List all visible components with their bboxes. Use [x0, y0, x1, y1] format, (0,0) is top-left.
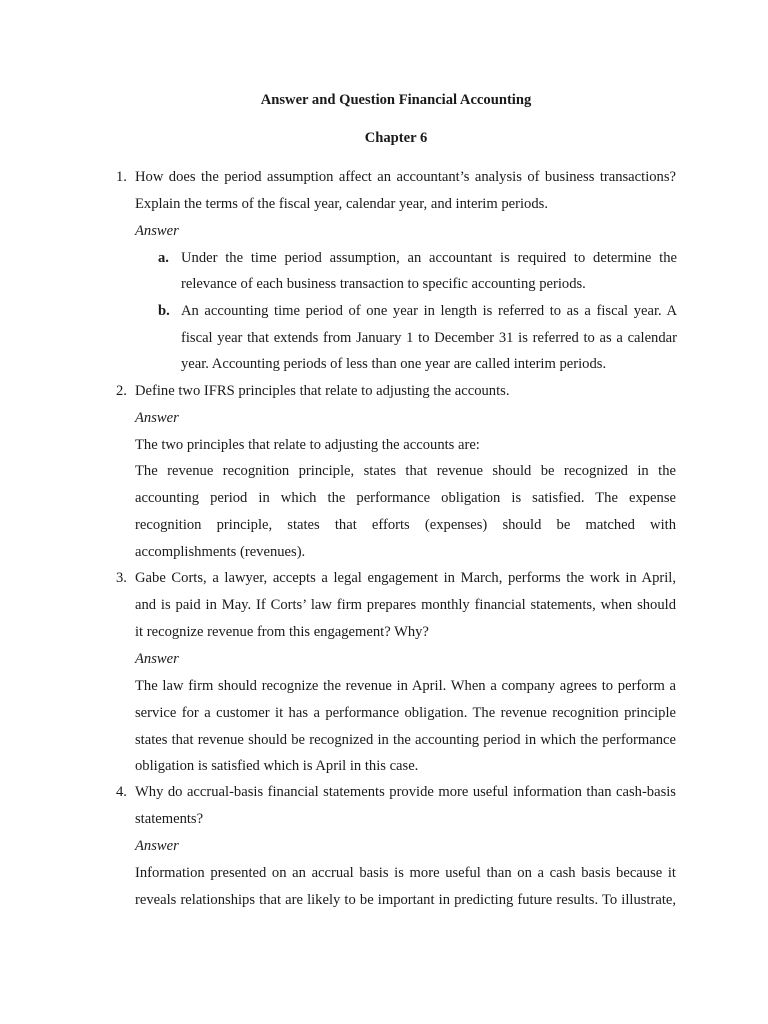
- answer-2-line-1: The two principles that relate to adjusting the accounts are:: [135, 437, 480, 453]
- answer-3-line-2: service for a customer it has a performance obligation. The revenue recognition principle: [135, 705, 676, 721]
- question-2-answer-label: Answer: [135, 410, 179, 426]
- chapter-heading: Chapter 6: [364, 130, 428, 146]
- answer-4-line-2: reveals relationships that are likely to be important in predicting future results. To illustrate,: [135, 892, 676, 908]
- answer-2-line-3: accounting period in which the performance obligation is satisfied. The expense: [135, 490, 676, 506]
- answer-1b-line-2: fiscal year that extends from January 1 to December 31 is referred to as a calendar: [181, 330, 677, 346]
- answer-1a-line-2: relevance of each business transaction to specific accounting periods.: [181, 276, 586, 292]
- answer-3-line-4: obligation is satisfied which is April in this case.: [135, 758, 419, 774]
- question-4-number: 4.: [116, 784, 127, 800]
- question-3-number: 3.: [116, 570, 127, 586]
- answer-1a-marker: a.: [158, 250, 169, 266]
- answer-1b-marker: b.: [158, 303, 170, 319]
- answer-3-line-3: states that revenue should be recognized in the accounting period in which the performance: [135, 732, 676, 748]
- answer-4-line-1: Information presented on an accrual basis is more useful than on a cash basis because it: [135, 865, 676, 881]
- question-4-line-1: Why do accrual-basis financial statements provide more useful information than cash-basis: [135, 784, 676, 800]
- question-1-line-1: How does the period assumption affect an accountant’s analysis of business transactions?: [135, 169, 676, 185]
- answer-2-line-2: The revenue recognition principle, states that revenue should be recognized in the: [135, 463, 676, 479]
- answer-3-line-1: The law firm should recognize the revenue in April. When a company agrees to perform a: [135, 678, 676, 694]
- question-1-answer-label: Answer: [135, 223, 179, 239]
- question-4-line-2: statements?: [135, 811, 204, 827]
- answer-1b-line-3: year. Accounting periods of less than one year are called interim periods.: [181, 356, 607, 372]
- question-2-line-1: Define two IFRS principles that relate to adjusting the accounts.: [135, 383, 510, 399]
- answer-1a-line-1: Under the time period assumption, an accountant is required to determine the: [181, 250, 677, 266]
- question-2-number: 2.: [116, 383, 127, 399]
- question-1-line-2: Explain the terms of the fiscal year, calendar year, and interim periods.: [135, 196, 548, 212]
- answer-1b-line-1: An accounting time period of one year in length is referred to as a fiscal year. A: [181, 303, 677, 319]
- question-3-line-3: it recognize revenue from this engagement? Why?: [135, 624, 429, 640]
- question-1-number: 1.: [116, 169, 127, 185]
- question-4-answer-label: Answer: [135, 838, 179, 854]
- answer-2-line-5: accomplishments (revenues).: [135, 544, 306, 560]
- question-3-line-2: and is paid in May. If Corts’ law firm prepares monthly financial statements, when should: [135, 597, 676, 613]
- document-title: Answer and Question Financial Accounting: [260, 92, 532, 108]
- answer-2-line-4: recognition principle, states that efforts (expenses) should be matched with: [135, 517, 676, 533]
- question-3-answer-label: Answer: [135, 651, 179, 667]
- question-3-line-1: Gabe Corts, a lawyer, accepts a legal engagement in March, performs the work in April,: [135, 570, 676, 586]
